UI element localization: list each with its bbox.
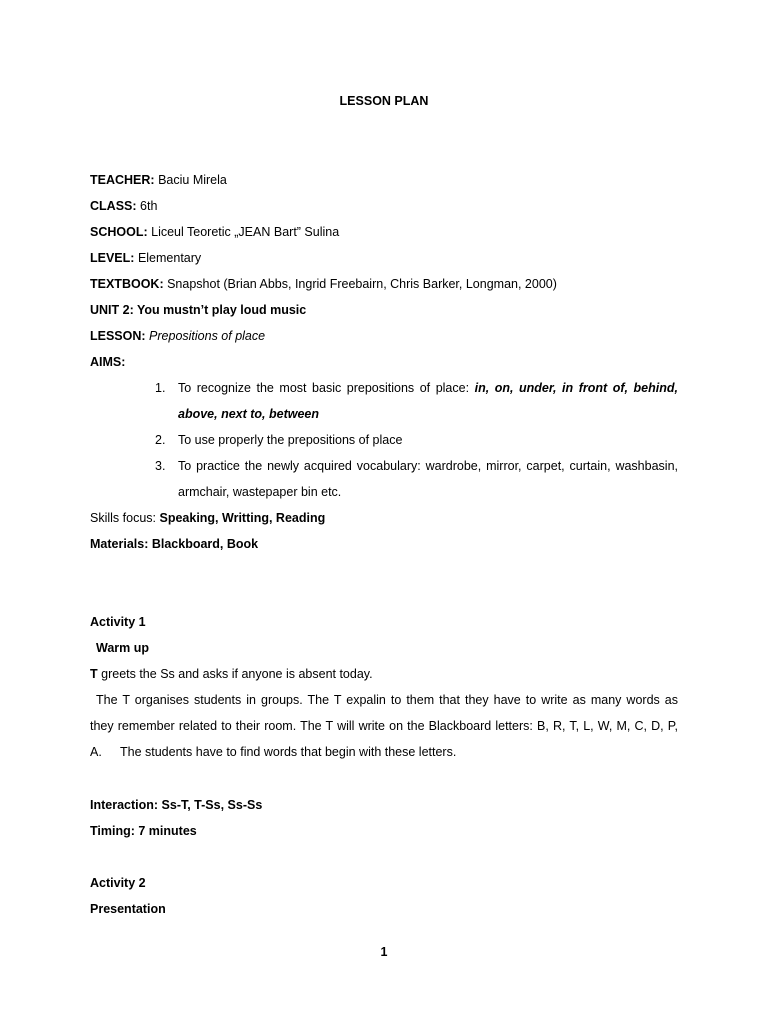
skills-value: Speaking, Writting, Reading xyxy=(159,511,326,525)
aim-3-number: 3. xyxy=(155,459,166,473)
skills-label: Skills focus: xyxy=(90,511,156,525)
skills-line xyxy=(90,510,325,526)
level-value: Elementary xyxy=(137,251,202,265)
aims-label: AIMS: xyxy=(90,355,126,369)
teacher-line xyxy=(90,172,227,188)
activity-1-subtitle: Warm up xyxy=(96,641,150,655)
activity-1-para-line-1: The T organises students in groups. The T expalin to them that they have to write as many words as xyxy=(96,693,678,707)
school-value: Liceul Teoretic „JEAN Bart” Sulina xyxy=(151,225,340,239)
unit-value: You mustn’t play loud music xyxy=(137,303,307,317)
activity-2-title: Activity 2 xyxy=(90,876,146,890)
materials-label: Materials: xyxy=(90,537,149,551)
lesson-label: LESSON: xyxy=(90,329,146,343)
unit-label: UNIT 2: xyxy=(90,303,134,317)
class-label: CLASS: xyxy=(90,199,137,213)
aim-1-number: 1. xyxy=(155,381,166,395)
textbook-line xyxy=(90,276,557,292)
activity-1-line-1 xyxy=(90,666,373,682)
lesson-value: Prepositions of place xyxy=(149,329,266,343)
activity-1-timing: Timing: 7 minutes xyxy=(90,824,197,838)
materials-value: Blackboard, Book xyxy=(151,537,259,551)
unit-line xyxy=(90,302,306,318)
aim-3-line-2: armchair, wastepaper bin etc. xyxy=(178,485,342,499)
activity-1-title: Activity 1 xyxy=(90,615,146,629)
activity-1-para-line-3b: The students have to find words that begin with these letters. xyxy=(120,745,457,759)
textbook-label: TEXTBOOK: xyxy=(90,277,164,291)
aim-1-emphasis-1: in, on, under, in front of, behind, xyxy=(474,381,678,395)
aim-1-text: To recognize the most basic prepositions of place: xyxy=(178,381,470,395)
class-line xyxy=(90,198,157,214)
activity-1-greeting: greets the Ss and asks if anyone is absent today. xyxy=(101,667,373,681)
level-label: LEVEL: xyxy=(90,251,135,265)
activity-1-para-line-2: they remember related to their room. The T will write on the Blackboard letters: B, R, T, L, W, M, C, D, P, xyxy=(90,719,678,733)
teacher-value: Baciu Mirela xyxy=(158,173,227,187)
activity-1-para-line-3a: A. xyxy=(90,745,102,759)
level-line xyxy=(90,250,201,266)
lesson-line xyxy=(90,328,265,344)
aim-1-line-1 xyxy=(178,380,678,396)
school-label: SCHOOL: xyxy=(90,225,148,239)
textbook-value: Snapshot (Brian Abbs, Ingrid Freebairn, Chris Barker, Longman, 2000) xyxy=(167,277,557,291)
aim-2-number: 2. xyxy=(155,433,166,447)
aim-3-line-1: To practice the newly acquired vocabulary: wardrobe, mirror, carpet, curtain, washbasin, xyxy=(178,459,678,473)
aim-1-emphasis-2: above, next to, between xyxy=(178,407,320,421)
aim-2-text: To use properly the prepositions of place xyxy=(178,433,403,447)
activity-2-subtitle: Presentation xyxy=(90,902,166,916)
activity-1-interaction: Interaction: Ss-T, T-Ss, Ss-Ss xyxy=(90,798,263,812)
materials-line xyxy=(90,536,258,552)
school-line xyxy=(90,224,339,240)
page-number: 1 xyxy=(380,945,388,959)
teacher-abbrev: T xyxy=(90,667,98,681)
class-value: 6th xyxy=(140,199,158,213)
page-title: LESSON PLAN xyxy=(339,94,429,108)
teacher-label: TEACHER: xyxy=(90,173,155,187)
